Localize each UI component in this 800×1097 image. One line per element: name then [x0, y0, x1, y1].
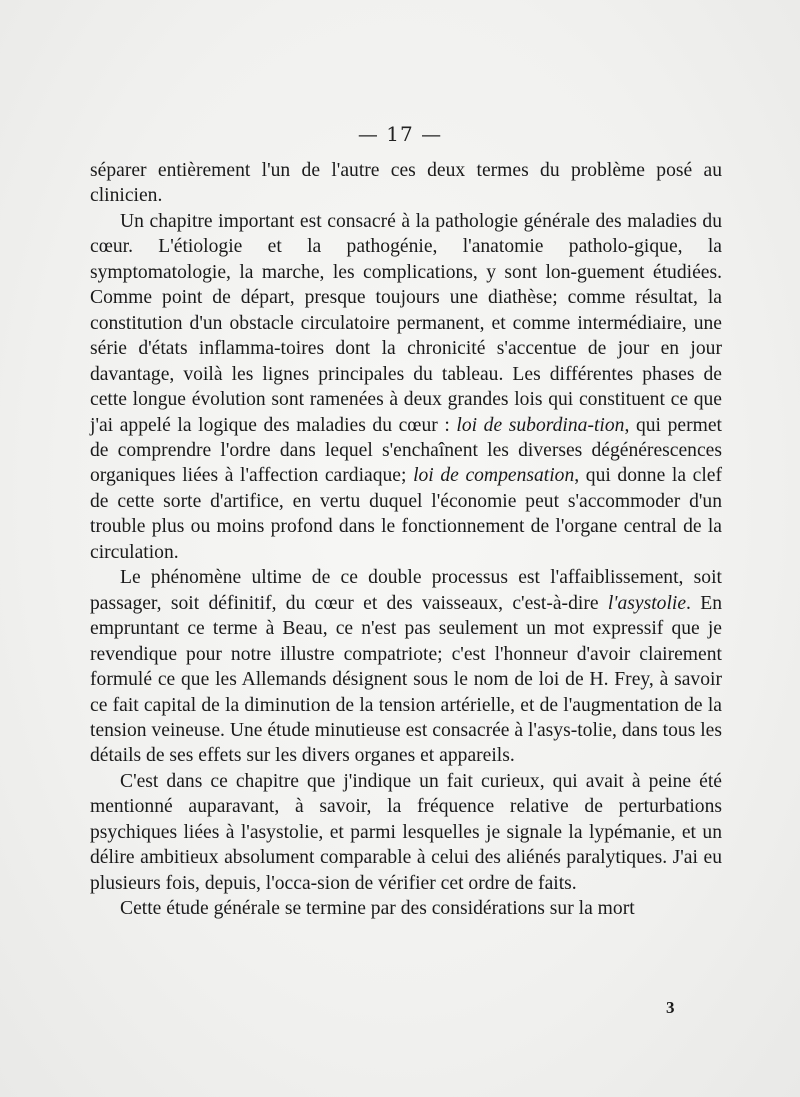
paragraph-4	[90, 769, 722, 896]
body-text	[90, 158, 722, 922]
text-segment: Un chapitre important est consacré à la pathologie générale des maladies du cœur. L'étiologie et la pathogénie, l'anatomie patholo-gique, la symptomatologie, la marche, les complications, y sont lon-guement étudiées. Comme point de départ, presque toujours une diathèse; comme résultat, la constitution d'un obstacle circulatoire permanent, et comme intermédiaire, une série d'états inflamma-toires dont la chronicité s'accentue de jour en jour davantage, voilà les lignes principales du tableau. Les différentes phases de cette longue évolution sont ramenées à deux grandes lois qui constituent ce que j'ai appelé la logique des maladies du cœur :	[90, 210, 722, 436]
paragraph-5	[90, 896, 722, 921]
text-segment: séparer entièrement l'un de l'autre ces deux termes du problème posé au clinicien.	[90, 160, 722, 207]
text-segment: Cette étude générale se termine par des considérations sur la mort	[120, 898, 635, 920]
italic-term: loi de subordina-tion	[456, 414, 625, 436]
signature-mark: 3	[666, 998, 675, 1017]
text-segment: , qui permet de comprendre l'ordre dans lequel s'enchaînent les diverses dégénérescences organiques liées à l'affection cardiaque;	[90, 414, 722, 487]
paragraph-3	[90, 565, 722, 769]
text-segment: , qui donne la clef de cette sorte d'artifice, en vertu duquel l'économie peut s'accommoder d'un trouble plus ou moins profond dans le fonctionnement de l'organe central de la circulation.	[90, 465, 723, 563]
italic-term: loi de compensation	[413, 465, 575, 487]
paragraph-1	[90, 158, 722, 209]
text-segment: C'est dans ce chapitre que j'indique un fait curieux, qui avait à peine été mentionné auparavant, à savoir, la fréquence relative de perturbations psychiques liées à l'asystolie, et parmi lesquelles je signale la lypémanie, et un délire ambitieux absolument comparable à celui des aliénés paralytiques. J'ai eu plusieurs fois, depuis, l'occa-sion de vérifier cet ordre de faits.	[90, 770, 722, 894]
paragraph-2	[90, 209, 722, 565]
italic-term: l'asystolie	[607, 592, 687, 614]
page-number: — 17 —	[357, 122, 443, 146]
text-segment: . En empruntant ce terme à Beau, ce n'est pas seulement un mot expressif que je revendique pour notre illustre compatriote; c'est l'honneur d'avoir clairement formulé ce que les Allemands désignent sous le nom de loi de H. Frey, à savoir ce fait capital de la diminution de la tension artérielle, et de l'augmentation de la tension veineuse. Une étude minutieuse est consacrée à l'asys-tolie, dans tous les détails de ses effets sur les divers organes et appareils.	[90, 592, 723, 767]
text-segment: Le phénomène ultime de ce double processus est l'affaiblissement, soit passager, soit définitif, du cœur et des vaisseaux, c'est-à-dire	[90, 567, 722, 614]
